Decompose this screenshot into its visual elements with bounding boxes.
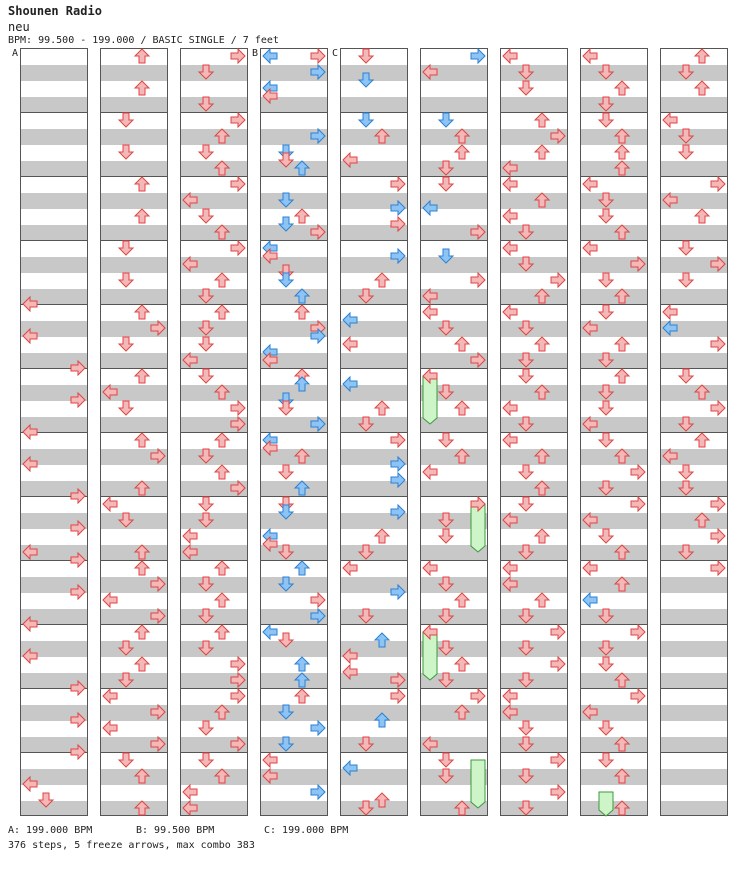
measure	[580, 624, 648, 688]
measure	[500, 176, 568, 240]
measure	[340, 240, 408, 304]
bpm-info: BPM: 99.500 - 199.000 / BASIC SINGLE / 7 feet	[8, 35, 279, 46]
section-marker-c: C	[332, 48, 339, 59]
measure	[580, 368, 648, 432]
song-title: Shounen Radio	[8, 4, 102, 18]
chart-column	[420, 48, 488, 816]
measure	[260, 176, 328, 240]
measure	[100, 688, 168, 752]
chart-column	[580, 48, 648, 816]
chart-column	[340, 48, 408, 816]
measure	[180, 432, 248, 496]
measure	[420, 752, 488, 816]
measure	[340, 48, 408, 112]
measure	[260, 624, 328, 688]
section-marker-b: B	[252, 48, 259, 59]
measure	[100, 560, 168, 624]
measure	[180, 240, 248, 304]
measure	[500, 112, 568, 176]
measure	[580, 560, 648, 624]
chart-column	[500, 48, 568, 816]
measure	[180, 560, 248, 624]
measure	[180, 624, 248, 688]
footer-bpm-a: A: 199.000 BPM	[8, 825, 93, 836]
measure	[660, 496, 728, 560]
measure	[20, 560, 88, 624]
measure	[260, 560, 328, 624]
measure	[260, 368, 328, 432]
measure	[100, 304, 168, 368]
measure	[20, 304, 88, 368]
measure	[420, 688, 488, 752]
measure	[660, 560, 728, 624]
measure	[660, 48, 728, 112]
measure	[20, 368, 88, 432]
measure	[20, 688, 88, 752]
measure	[340, 176, 408, 240]
measure	[420, 112, 488, 176]
measure	[420, 624, 488, 688]
measure	[500, 560, 568, 624]
measure	[660, 304, 728, 368]
measure	[420, 432, 488, 496]
chart-column	[660, 48, 728, 816]
footer-stats: 376 steps, 5 freeze arrows, max combo 383	[8, 840, 255, 851]
measure	[260, 304, 328, 368]
measure	[100, 48, 168, 112]
measure	[420, 48, 488, 112]
measure	[260, 432, 328, 496]
measure	[580, 432, 648, 496]
measure	[340, 496, 408, 560]
measure	[100, 368, 168, 432]
measure	[340, 752, 408, 816]
measure	[420, 304, 488, 368]
footer-bpm-c: C: 199.000 BPM	[264, 825, 349, 836]
measure	[340, 368, 408, 432]
measure	[180, 752, 248, 816]
measure	[20, 496, 88, 560]
measure	[340, 688, 408, 752]
measure	[580, 48, 648, 112]
measure	[260, 496, 328, 560]
measure	[260, 240, 328, 304]
measure	[660, 688, 728, 752]
measure	[260, 688, 328, 752]
measure	[180, 176, 248, 240]
measure	[20, 176, 88, 240]
measure	[580, 752, 648, 816]
measure	[260, 48, 328, 112]
measure	[180, 48, 248, 112]
measure	[260, 752, 328, 816]
measure	[500, 304, 568, 368]
measure	[340, 432, 408, 496]
measure	[420, 368, 488, 432]
measure	[260, 112, 328, 176]
measure	[580, 496, 648, 560]
measure	[180, 112, 248, 176]
measure	[180, 368, 248, 432]
measure	[20, 112, 88, 176]
chart-column	[180, 48, 248, 816]
measure	[340, 560, 408, 624]
measure	[580, 240, 648, 304]
measure	[580, 112, 648, 176]
measure	[500, 240, 568, 304]
measure	[580, 304, 648, 368]
measure	[660, 176, 728, 240]
measure	[100, 624, 168, 688]
measure	[20, 48, 88, 112]
measure	[500, 688, 568, 752]
measure	[100, 176, 168, 240]
measure	[420, 176, 488, 240]
measure	[580, 176, 648, 240]
chart-column	[100, 48, 168, 816]
measure	[580, 688, 648, 752]
measure	[340, 304, 408, 368]
measure	[20, 624, 88, 688]
chart-column	[260, 48, 328, 816]
measure	[500, 496, 568, 560]
measure	[20, 752, 88, 816]
measure	[420, 496, 488, 560]
footer-bpm-b: B: 99.500 BPM	[136, 825, 215, 836]
measure	[500, 624, 568, 688]
measure	[660, 368, 728, 432]
measure	[180, 496, 248, 560]
measure	[100, 112, 168, 176]
measure	[100, 432, 168, 496]
measure	[500, 368, 568, 432]
measure	[20, 432, 88, 496]
measure	[660, 752, 728, 816]
section-marker-a: A	[12, 48, 19, 59]
measure	[500, 752, 568, 816]
measure	[500, 48, 568, 112]
measure	[20, 240, 88, 304]
measure	[100, 496, 168, 560]
measure	[180, 688, 248, 752]
measure	[100, 240, 168, 304]
measure	[500, 432, 568, 496]
chart-column	[20, 48, 88, 816]
measure	[100, 752, 168, 816]
artist-name: neu	[8, 20, 30, 34]
measure	[660, 112, 728, 176]
measure	[420, 560, 488, 624]
measure	[660, 624, 728, 688]
measure	[660, 432, 728, 496]
measure	[660, 240, 728, 304]
measure	[340, 624, 408, 688]
measure	[420, 240, 488, 304]
measure	[180, 304, 248, 368]
measure	[340, 112, 408, 176]
